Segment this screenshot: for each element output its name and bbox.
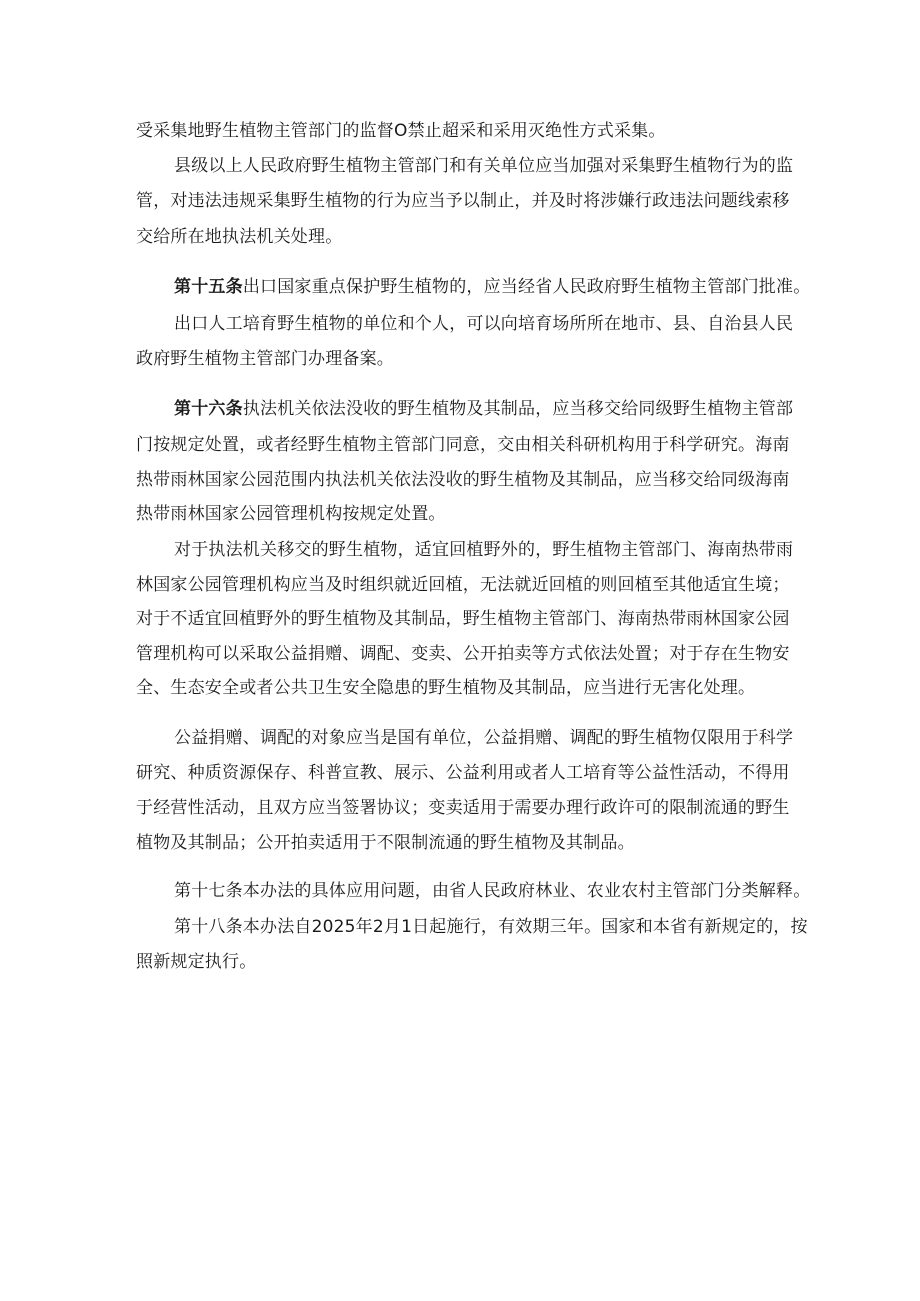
text-line: 对于执法机关移交的野生植物，适宜回植野外的，野生植物主管部门、海南热带雨 [174, 540, 794, 560]
text-line: 植物及其制品；公开拍卖适用于不限制流通的野生植物及其制品。 [136, 833, 635, 853]
article-16-text: 执法机关依法没收的野生植物及其制品，应当移交给同级野生植物主管部 [242, 399, 794, 419]
text-line: 管理机构可以采取公益捐赠、调配、变卖、公开拍卖等方式依法处置；对于存在生物安 [136, 644, 790, 664]
article-15-line [174, 276, 810, 298]
text-line: 出口人工培育野生植物的单位和个人，可以向培育场所所在地市、县、自治县人民 [174, 314, 794, 334]
text-line: 公益捐赠、调配的对象应当是国有单位，公益捐赠、调配的野生植物仅限用于科学 [174, 728, 794, 748]
text-line: 对于不适宜回植野外的野生植物及其制品，野生植物主管部门、海南热带雨林国家公园 [136, 609, 790, 629]
text-line: 热带雨林国家公园管理机构按规定处置。 [136, 504, 446, 524]
text-line: 林国家公园管理机构应当及时组织就近回植，无法就近回植的则回植至其他适宜生境； [136, 575, 790, 595]
text-line: 照新规定执行。 [136, 952, 257, 972]
text-line: 于经营性活动，且双方应当签署协议；变卖适用于需要办理行政许可的限制流通的野生 [136, 798, 790, 818]
article-15-heading: 第十五条 [174, 277, 243, 297]
text-line: 管，对违法违规采集野生植物的行为应当予以制止，并及时将涉嫌行政违法问题线索移 [136, 191, 790, 211]
article-16-line [174, 398, 793, 420]
text-line: 研究、种质资源保存、科普宣教、展示、公益利用或者人工培育等公益性活动，不得用 [136, 763, 790, 783]
text-line: 受采集地野生植物主管部门的监督O禁止超采和采用灭绝性方式采集。 [136, 121, 666, 141]
article-16-heading: 第十六条 [174, 399, 243, 419]
text-line: 政府野生植物主管部门办理备案。 [136, 349, 394, 369]
article-17-line: 第十七条本办法的具体应用问题，由省人民政府林业、农业农村主管部门分类解释。 [174, 881, 811, 901]
article-18-line: 第十八条本办法自2025年2月1日起施行，有效期三年。国家和本省有新规定的，按 [174, 917, 808, 937]
article-15-text: 出口国家重点保护野生植物的，应当经省人民政府野生植物主管部门批准。 [242, 277, 811, 297]
text-line: 热带雨林国家公园范围内执法机关依法没收的野生植物及其制品，应当移交给同级海南 [136, 470, 790, 490]
text-line: 交给所在地执法机关处理。 [136, 227, 343, 247]
text-line: 县级以上人民政府野生植物主管部门和有关单位应当加强对采集野生植物行为的监 [174, 156, 794, 176]
text-line: 门按规定处置，或者经野生植物主管部门同意，交由相关科研机构用于科学研究。海南 [136, 435, 790, 455]
text-line: 全、生态安全或者公共卫生安全隐患的野生植物及其制品，应当进行无害化处理。 [136, 678, 756, 698]
